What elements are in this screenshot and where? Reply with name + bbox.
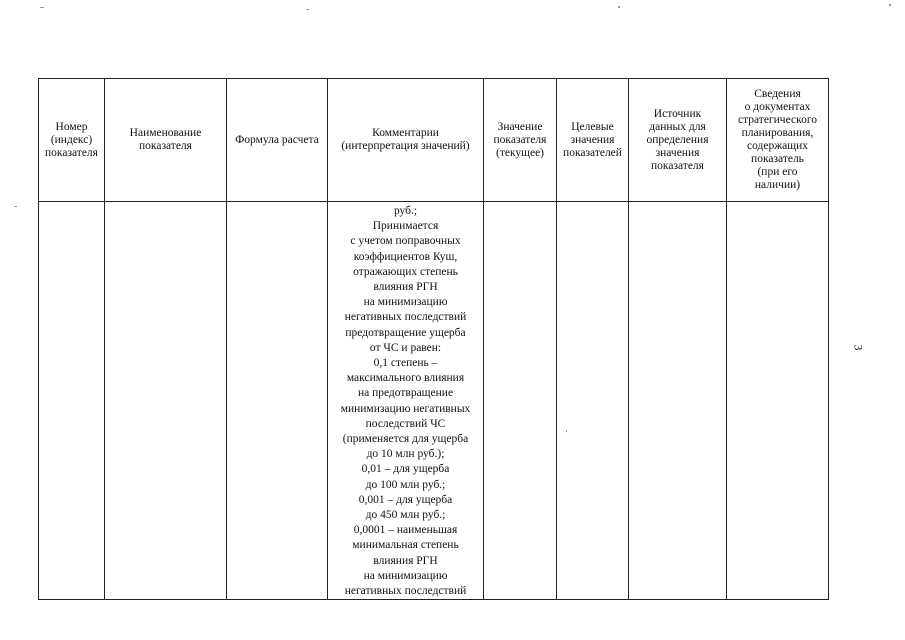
scan-speck <box>14 206 17 207</box>
scan-speck <box>889 4 891 6</box>
cell-comments <box>328 202 484 600</box>
cell-calculation-formula <box>227 202 328 600</box>
scan-speck <box>40 7 44 8</box>
cell-data-source <box>629 202 727 600</box>
table-row <box>39 202 829 600</box>
header-data-source: Источник данных для определения значения показателя <box>629 79 727 202</box>
header-target-values: Целевые значения показателей <box>557 79 629 202</box>
scan-speck <box>306 9 309 10</box>
scan-speck <box>618 6 620 8</box>
scan-speck <box>566 430 567 432</box>
table-header-row <box>39 79 829 202</box>
header-indicator-number: Номер (индекс) показателя <box>39 79 105 202</box>
page-number: 3 <box>851 344 866 351</box>
header-indicator-name: Наименование показателя <box>105 79 227 202</box>
header-current-value: Значение показателя (текущее) <box>484 79 557 202</box>
comment-text: руб.; Принимается с учетом поправочных коэффициентов Куш, отражающих степень влияния РГН на минимизацию негативных последствий предотвращение ущерба от ЧС и равен: 0,1 степень – максимального влияния на предотвращение минимизацию негативных последствий ЧС (применяется для ущерба до 10 млн руб.); 0,01 – для ущерба до 100 млн руб.; 0,001 – для ущерба до 450 млн руб.; 0,0001 – наименьшая минимальная степень влияния РГН на минимизацию негативных последствий <box>340 205 471 598</box>
cell-indicator-name <box>105 202 227 600</box>
cell-target-values <box>557 202 629 600</box>
cell-strategic-documents <box>727 202 829 600</box>
cell-indicator-number <box>39 202 105 600</box>
indicators-table <box>38 78 829 600</box>
header-strategic-documents: Сведения о документах стратегического планирования, содержащих показатель (при его наличии) <box>727 79 829 202</box>
header-calculation-formula: Формула расчета <box>227 79 328 202</box>
cell-current-value <box>484 202 557 600</box>
header-comments: Комментарии (интерпретация значений) <box>328 79 484 202</box>
